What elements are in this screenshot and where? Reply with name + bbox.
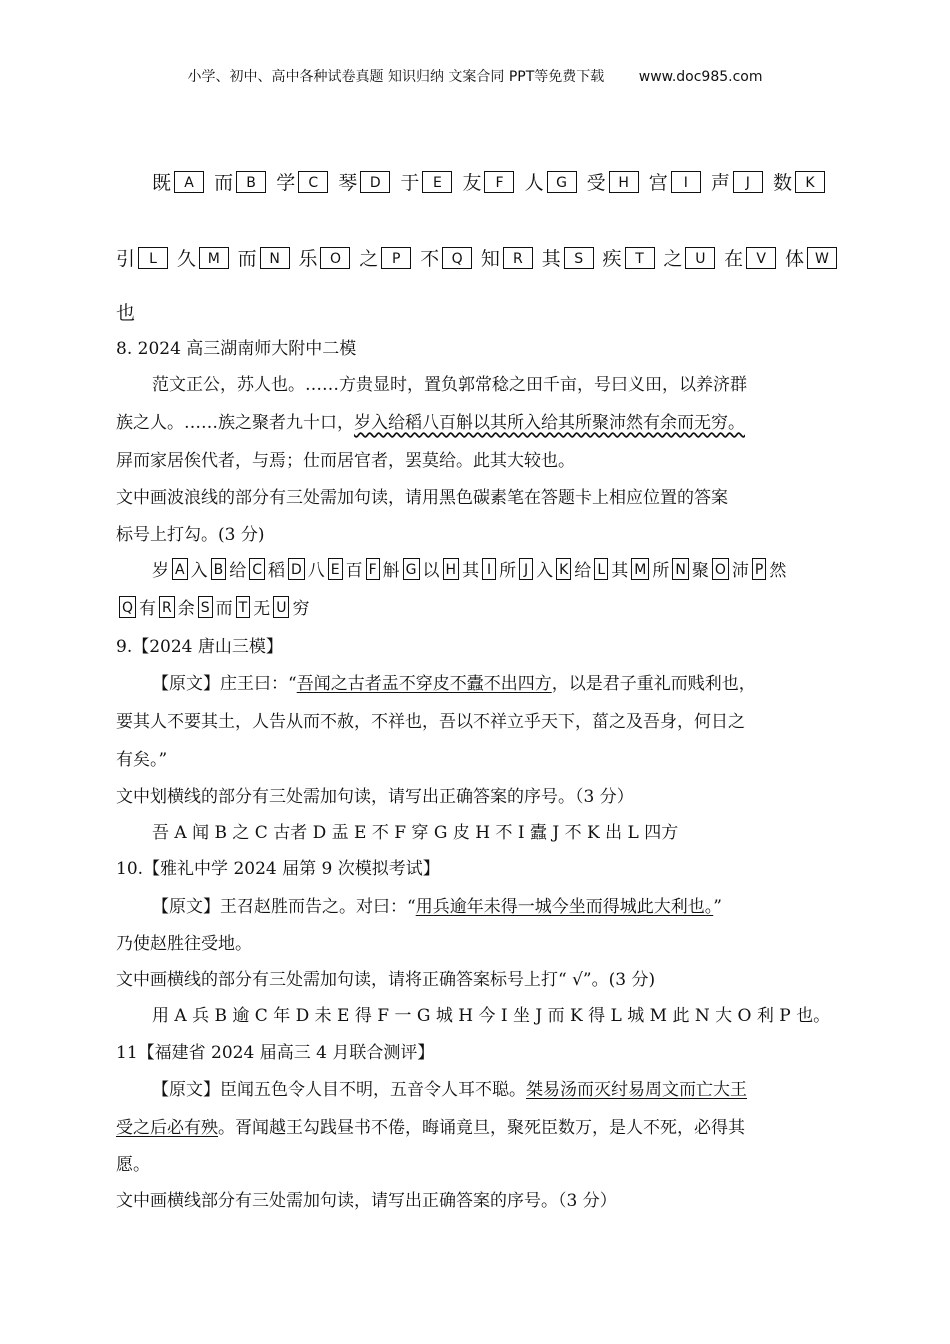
option-token <box>195 594 233 619</box>
option-char: 疾 <box>602 248 622 270</box>
option-char: 数 <box>772 172 792 194</box>
option-token <box>383 556 423 581</box>
answer-label-box[interactable]: J <box>733 171 763 193</box>
q7-option-row-2 <box>116 244 840 271</box>
option-token <box>525 168 580 195</box>
option-char: 其 <box>541 248 561 270</box>
header-url[interactable]: www.doc985.com <box>638 69 763 85</box>
answer-label-box[interactable]: J <box>519 558 533 580</box>
option-token <box>663 244 718 271</box>
answer-label-box[interactable]: W <box>807 247 837 269</box>
q9-passage-line-2: 要其人不要其土，人告从而不赦，不祥也，吾以不祥立乎天下，菑之及吾身，何日之 <box>116 712 745 732</box>
option-char: 学 <box>276 172 296 194</box>
option-char: 之 <box>359 248 379 270</box>
option-token <box>116 244 171 271</box>
option-char: 在 <box>724 248 744 270</box>
answer-label-box[interactable]: M <box>199 247 229 269</box>
answer-label-box[interactable]: O <box>320 247 350 269</box>
q9-title: 9.【2024 唐山三模】 <box>116 637 283 657</box>
option-token <box>116 594 156 619</box>
answer-label-box[interactable]: D <box>360 171 390 193</box>
answer-label-box[interactable]: N <box>672 558 688 580</box>
option-char: 而 <box>237 248 257 270</box>
answer-label-box[interactable]: U <box>273 596 289 618</box>
q11-underlined-text-cont: 受之后必有殃 <box>116 1118 218 1138</box>
option-token <box>191 556 230 581</box>
option-char: 入 <box>536 561 554 581</box>
option-token <box>692 556 732 581</box>
option-char: 岁 <box>152 561 169 581</box>
option-token <box>462 556 499 581</box>
answer-label-box[interactable]: S <box>198 596 213 618</box>
option-char: 声 <box>710 172 730 194</box>
answer-label-box[interactable]: G <box>403 558 420 580</box>
option-token <box>298 244 353 271</box>
option-char: 知 <box>480 248 500 270</box>
answer-label-box[interactable]: G <box>547 171 577 193</box>
option-token <box>732 556 769 581</box>
option-token <box>270 594 309 619</box>
option-token <box>156 594 195 619</box>
answer-label-box[interactable]: F <box>484 171 514 193</box>
answer-label-box[interactable]: Q <box>119 596 136 618</box>
option-char: 沛 <box>731 561 749 581</box>
answer-label-box[interactable]: L <box>594 558 608 580</box>
q11-passage-line-2 <box>116 1113 745 1138</box>
q10-underlined-text: 用兵逾年未得一城今坐而得城此大利也。 <box>415 897 714 917</box>
option-token <box>152 556 191 581</box>
q11-underlined-text: 桀易汤而灭纣易周文而亡大王 <box>526 1080 747 1100</box>
q11-passage-line-1 <box>152 1075 747 1100</box>
option-token <box>338 168 393 195</box>
option-token <box>769 556 786 581</box>
q8-option-row-1 <box>152 556 786 581</box>
option-char: 给 <box>574 561 592 581</box>
answer-label-box[interactable]: B <box>236 171 266 193</box>
answer-label-box[interactable]: L <box>138 247 168 269</box>
option-token <box>574 556 611 581</box>
answer-label-box[interactable]: Q <box>442 247 472 269</box>
option-token <box>233 594 271 619</box>
answer-label-box[interactable]: T <box>236 596 251 618</box>
option-token <box>276 168 331 195</box>
answer-label-box[interactable]: P <box>752 558 766 580</box>
option-token <box>724 244 779 271</box>
q11-passage-text: 【原文】臣闻五色令人目不明，五音令人耳不聪。 <box>152 1080 526 1100</box>
q9-underlined-text: 吾闻之古者盂不穿皮不蠹不出四方 <box>296 674 552 694</box>
option-token <box>308 556 346 581</box>
option-char: 有 <box>139 599 157 619</box>
answer-label-box[interactable]: A <box>172 558 188 580</box>
q10-instruction: 文中画横线的部分有三处需加句读，请将正确答案标号上打“ √”。(3 分) <box>116 970 656 990</box>
answer-label-box[interactable]: K <box>556 558 571 580</box>
answer-label-box[interactable]: A <box>174 171 204 193</box>
q9-passage-line-1 <box>152 669 756 694</box>
option-char: 所 <box>652 561 670 581</box>
q8-passage-text: 族之人。……族之聚者九十口， <box>116 413 354 433</box>
answer-label-box[interactable]: D <box>288 558 305 580</box>
option-token <box>481 244 536 271</box>
option-char: 琴 <box>338 172 358 194</box>
option-char: 聚 <box>691 561 709 581</box>
option-char: 稻 <box>267 561 285 581</box>
option-char: 其 <box>462 561 480 581</box>
option-char: 其 <box>611 561 629 581</box>
answer-label-box[interactable]: C <box>249 558 265 580</box>
option-char: 乐 <box>298 248 318 270</box>
q11-instruction: 文中画横线部分有三处需加句读，请写出正确答案的序号。（3 分） <box>116 1191 617 1211</box>
option-token <box>499 556 536 581</box>
q8-instruction-line-2: 标号上打勾。(3 分) <box>116 525 265 545</box>
option-token <box>652 556 691 581</box>
q7-option-row-1 <box>152 168 828 195</box>
option-token <box>214 168 269 195</box>
option-char: 久 <box>176 248 196 270</box>
answer-label-box[interactable]: E <box>422 171 452 193</box>
header-text: 小学、初中、高中各种试卷真题 知识归纳 文案合同 PPT等免费下载 <box>187 69 605 85</box>
option-token <box>238 244 293 271</box>
option-token <box>359 244 414 271</box>
answer-label-box[interactable]: C <box>298 171 328 193</box>
option-char: 斛 <box>382 561 400 581</box>
q9-passage-line-3: 有矣。” <box>116 750 168 770</box>
q10-passage-line-1 <box>152 892 722 917</box>
option-token <box>536 556 574 581</box>
q11-title: 11【福建省 2024 届高三 4 月联合测评】 <box>116 1043 435 1063</box>
q8-passage-line-2 <box>116 408 745 433</box>
option-token <box>773 168 828 195</box>
answer-label-box[interactable]: R <box>503 247 533 269</box>
option-token <box>229 556 268 581</box>
answer-label-box[interactable]: O <box>712 558 729 580</box>
answer-label-box[interactable]: M <box>631 558 649 580</box>
answer-label-box[interactable]: S <box>564 247 594 269</box>
q10-options: 用 A 兵 B 逾 C 年 D 未 E 得 F 一 G 城 H 今 I 坐 J 而 K 得 L 城 M 此 N 大 O 利 P 也。 <box>152 1006 831 1026</box>
option-char: 入 <box>190 561 208 581</box>
option-char: 引 <box>116 248 136 270</box>
option-token <box>420 244 475 271</box>
option-char: 人 <box>524 172 544 194</box>
option-char: 宫 <box>648 172 668 194</box>
option-char: 之 <box>663 248 683 270</box>
answer-label-box[interactable]: B <box>211 558 227 580</box>
q8-instruction-line-1: 文中画波浪线的部分有三处需加句读，请用黑色碳素笔在答题卡上相应位置的答案 <box>116 488 728 508</box>
option-token <box>177 244 232 271</box>
option-token <box>649 168 704 195</box>
q10-passage-text-tail: ” <box>713 897 722 917</box>
option-char: 余 <box>177 599 195 619</box>
option-char: 既 <box>152 172 172 194</box>
option-token <box>346 556 383 581</box>
page-header <box>0 66 950 86</box>
option-char: 而 <box>214 172 234 194</box>
answer-label-box[interactable]: K <box>795 171 825 193</box>
option-token <box>152 168 207 195</box>
q9-instruction: 文中划横线的部分有三处需加句读，请写出正确答案的序号。（3 分） <box>116 787 634 807</box>
q8-wavy-underlined-text: 岁入给稻八百斛以其所入给其所聚沛然有余而无穷。 <box>354 413 745 433</box>
option-token <box>462 168 517 195</box>
answer-label-box[interactable]: R <box>159 596 175 618</box>
q9-options: 吾 A 闻 B 之 C 古者 D 盂 E 不 F 穿 G 皮 H 不 I 蠹 J 不 K 出 L 四方 <box>152 823 679 843</box>
option-char: 八 <box>307 561 325 581</box>
option-char: 然 <box>769 561 787 581</box>
answer-label-box[interactable]: H <box>443 558 460 580</box>
q11-passage-text-tail: 。胥闻越王勾践昼书不倦，晦诵竟旦，聚死臣数万，是人不死，必得其 <box>218 1118 745 1138</box>
option-char: 而 <box>215 599 233 619</box>
answer-label-box[interactable]: T <box>625 247 655 269</box>
option-token <box>400 168 455 195</box>
q10-passage-text: 【原文】王召赵胜而告之。对曰：“ <box>152 897 416 917</box>
option-char: 百 <box>345 561 363 581</box>
option-char: 受 <box>586 172 606 194</box>
q7-option-row-3: 也 <box>116 302 136 324</box>
answer-label-box[interactable]: V <box>746 247 776 269</box>
option-char: 穷 <box>292 599 310 619</box>
option-token <box>542 244 597 271</box>
answer-label-box[interactable]: N <box>260 247 290 269</box>
option-char: 体 <box>784 248 804 270</box>
q10-passage-line-2: 乃使赵胜往受地。 <box>116 934 252 954</box>
option-char: 给 <box>229 561 247 581</box>
q10-title: 10.【雅礼中学 2024 届第 9 次模拟考试】 <box>116 859 440 879</box>
q8-passage-line-1: 范文正公，苏人也。……方贵显时，置负郭常稔之田千亩，号曰义田，以养济群 <box>152 375 747 395</box>
q8-title: 8. 2024 高三湖南师大附中二模 <box>116 339 357 359</box>
option-char: 于 <box>400 172 420 194</box>
q8-passage-line-3: 屏而家居俟代者，与焉；仕而居官者，罢莫给。此其大较也。 <box>116 451 575 471</box>
q9-passage-text-tail: ，以是君子重礼而贱利也， <box>551 674 756 694</box>
answer-label-box[interactable]: F <box>366 558 380 580</box>
answer-label-box[interactable]: I <box>671 171 701 193</box>
answer-label-box[interactable]: H <box>609 171 639 193</box>
option-token <box>785 244 840 271</box>
option-token <box>603 244 658 271</box>
option-char: 不 <box>420 248 440 270</box>
option-char: 无 <box>253 599 271 619</box>
answer-label-box[interactable]: P <box>381 247 411 269</box>
option-char: 以 <box>422 561 440 581</box>
option-token <box>611 556 652 581</box>
answer-label-box[interactable]: U <box>685 247 715 269</box>
option-token <box>423 556 463 581</box>
option-token <box>587 168 642 195</box>
q9-passage-text: 【原文】庄王曰：“ <box>152 674 297 694</box>
option-char: 所 <box>499 561 517 581</box>
q8-option-row-2 <box>116 594 309 619</box>
answer-label-box[interactable]: E <box>328 558 343 580</box>
answer-label-box[interactable]: I <box>482 558 496 580</box>
option-char: 友 <box>462 172 482 194</box>
option-token <box>711 168 766 195</box>
q11-passage-line-3: 愿。 <box>116 1155 150 1175</box>
option-token <box>268 556 308 581</box>
